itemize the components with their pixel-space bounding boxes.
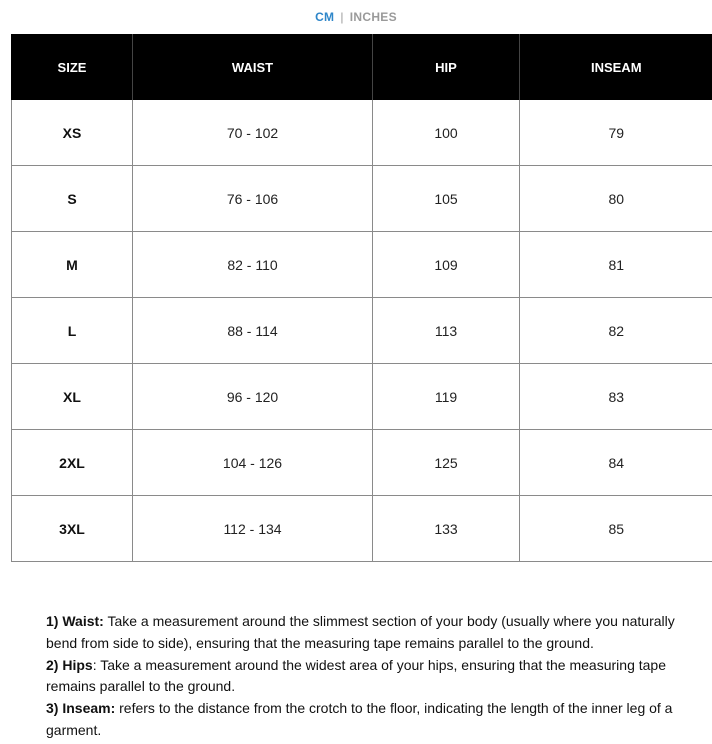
- size-cell: 2XL: [12, 430, 133, 496]
- note-text: : Take a measurement around the widest area of your hips, ensuring that the measuring tape remains parallel to the ground.: [46, 656, 666, 695]
- unit-toggle: [0, 10, 712, 24]
- hip-cell: 125: [373, 430, 520, 496]
- waist-cell: 88 - 114: [133, 298, 373, 364]
- note-term: 1) Waist:: [46, 613, 104, 629]
- table-row: [12, 430, 712, 496]
- table-row: [12, 496, 712, 562]
- waist-cell: 96 - 120: [133, 364, 373, 430]
- table-row: [12, 100, 712, 166]
- table-row: [12, 364, 712, 430]
- waist-cell: 104 - 126: [133, 430, 373, 496]
- waist-cell: 76 - 106: [133, 166, 373, 232]
- inseam-cell: 79: [520, 100, 712, 166]
- measurement-notes: [46, 611, 702, 742]
- inseam-cell: 85: [520, 496, 712, 562]
- inseam-cell: 80: [520, 166, 712, 232]
- size-chart-table: [11, 34, 712, 562]
- inseam-cell: 83: [520, 364, 712, 430]
- unit-separator: |: [340, 10, 344, 24]
- note-text: refers to the distance from the crotch to the floor, indicating the length of the inner leg of a garment.: [46, 700, 673, 738]
- size-cell: L: [12, 298, 133, 364]
- size-cell: S: [12, 166, 133, 232]
- size-cell: XS: [12, 100, 133, 166]
- note-text: Take a measurement around the slimmest section of your body (usually where you naturally bend from side to side), ensuring that the measuring tape remains parallel to the ground.: [46, 613, 675, 651]
- note-hips: [46, 655, 702, 699]
- hip-cell: 109: [373, 232, 520, 298]
- inseam-cell: 81: [520, 232, 712, 298]
- table-row: [12, 166, 712, 232]
- size-cell: M: [12, 232, 133, 298]
- hip-cell: 133: [373, 496, 520, 562]
- header-inseam: INSEAM: [520, 34, 712, 100]
- waist-cell: 82 - 110: [133, 232, 373, 298]
- size-cell: 3XL: [12, 496, 133, 562]
- size-cell: XL: [12, 364, 133, 430]
- unit-cm-option[interactable]: CM: [315, 10, 335, 24]
- inseam-cell: 84: [520, 430, 712, 496]
- hip-cell: 100: [373, 100, 520, 166]
- header-hip: HIP: [373, 34, 520, 100]
- hip-cell: 105: [373, 166, 520, 232]
- table-row: [12, 232, 712, 298]
- table-row: [12, 298, 712, 364]
- waist-cell: 70 - 102: [133, 100, 373, 166]
- hip-cell: 119: [373, 364, 520, 430]
- note-waist: [46, 611, 702, 655]
- inseam-cell: 82: [520, 298, 712, 364]
- waist-cell: 112 - 134: [133, 496, 373, 562]
- note-term: 3) Inseam:: [46, 700, 116, 717]
- header-waist: WAIST: [133, 34, 373, 100]
- hip-cell: 113: [373, 298, 520, 364]
- unit-inches-option[interactable]: INCHES: [349, 10, 397, 24]
- note-term: 2) Hips: [46, 656, 93, 673]
- note-inseam: [46, 698, 702, 742]
- table-header-row: [12, 34, 712, 100]
- header-size: SIZE: [12, 34, 133, 100]
